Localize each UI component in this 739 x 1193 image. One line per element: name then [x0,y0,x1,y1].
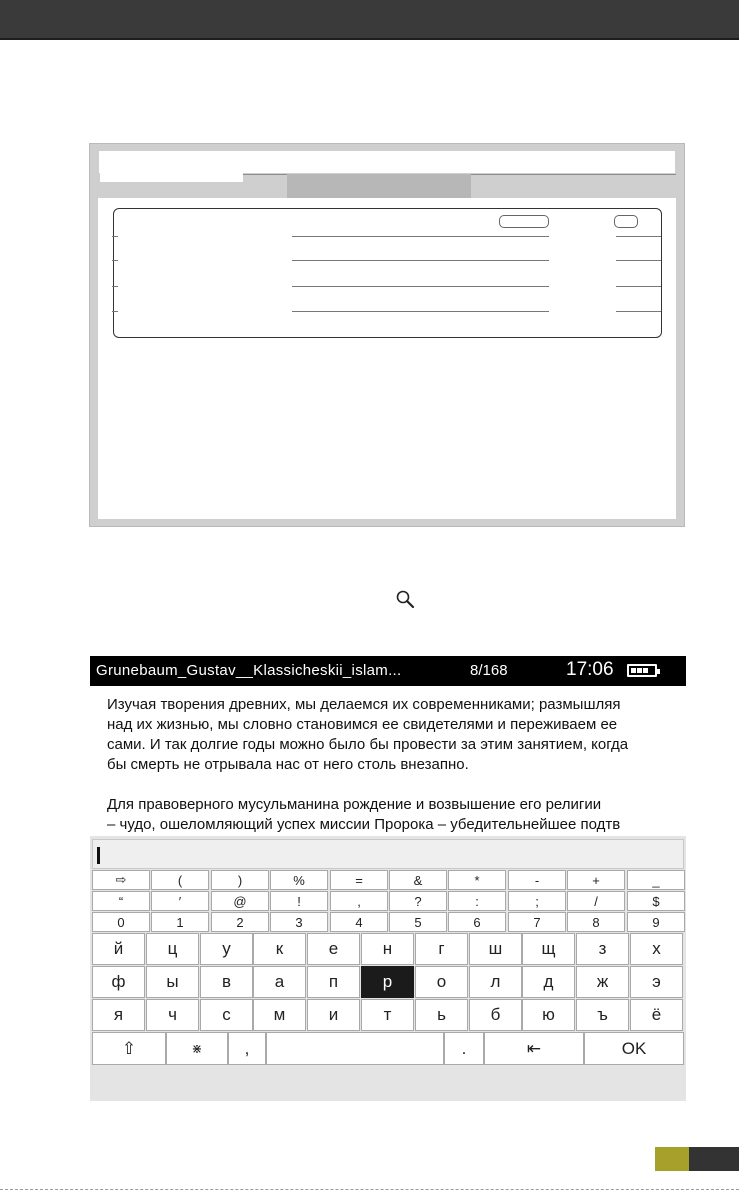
key-letter[interactable]: ю [522,999,575,1031]
period-key[interactable]: . [444,1032,484,1065]
space-key[interactable] [266,1032,444,1065]
key-symbols2[interactable]: ! [270,891,328,911]
key-letter[interactable]: у [200,933,253,965]
key-letter[interactable]: ф [92,966,145,998]
row-rule-end [616,260,661,261]
key-symbols2[interactable]: @ [211,891,269,911]
key-letter[interactable]: п [307,966,360,998]
row-rule-end [616,286,661,287]
on-screen-keyboard [90,656,686,1101]
key-letter[interactable]: в [200,966,253,998]
tab-active[interactable] [100,168,243,182]
row-rule [292,236,549,237]
text-line: бы смерть не отрывала нас от него столь внезапно. [107,756,469,773]
key-letter[interactable]: ш [469,933,522,965]
key-letter[interactable]: з [576,933,629,965]
key-letter[interactable]: т [361,999,414,1031]
row-rule [292,260,549,261]
key-symbols2[interactable]: ′ [151,891,209,911]
row-tick [112,311,118,312]
key-symbols2[interactable]: “ [92,891,150,911]
row-rule-end [616,236,661,237]
key-digits[interactable]: 5 [389,912,447,932]
settings-panel [113,208,662,338]
key-letter[interactable]: м [253,999,306,1031]
row-rule [292,286,549,287]
row-tick [112,286,118,287]
reader-search-screen [90,656,686,1101]
key-letter[interactable]: ж [576,966,629,998]
key-letter[interactable]: с [200,999,253,1031]
key-letter[interactable]: н [361,933,414,965]
key-symbols1[interactable]: - [508,870,566,890]
key-digits[interactable]: 6 [448,912,506,932]
key-symbols1[interactable]: % [270,870,328,890]
key-symbols1[interactable]: ( [151,870,209,890]
key-letter[interactable]: э [630,966,683,998]
panel-field-pill[interactable] [499,215,549,228]
book-title: Grunebaum_Gustav__Klassicheskii_islam... [96,662,402,679]
text-line: Изучая творения древних, мы делаемся их современниками; размышляя [107,696,621,713]
key-symbols2[interactable]: ; [508,891,566,911]
key-digits[interactable]: 4 [330,912,388,932]
key-letter[interactable]: и [307,999,360,1031]
key-symbols1[interactable]: _ [627,870,685,890]
key-letter[interactable]: р [361,966,414,998]
text-line: сами. И так долгие годы можно было бы провести за этим занятием, когда [107,736,629,753]
footer-dotted-rule [0,1189,739,1190]
key-symbols1[interactable]: * [448,870,506,890]
manual-header-bar [0,0,739,40]
row-rule-end [616,311,661,312]
key-symbols2[interactable]: , [330,891,388,911]
text-line: над их жизнью, мы словно становимся ее свидетелями и переживаем ее [107,716,618,733]
key-letter[interactable]: ь [415,999,468,1031]
panel-field-pill-small[interactable] [614,215,638,228]
key-symbols1[interactable]: ) [211,870,269,890]
ok-button[interactable]: OK [584,1032,684,1065]
key-digits[interactable]: 8 [567,912,625,932]
key-symbols2[interactable]: : [448,891,506,911]
key-symbols2[interactable]: ? [389,891,447,911]
row-rule [292,311,549,312]
clock: 17:06 [566,659,614,680]
footer-dark-block [689,1147,739,1171]
row-tick [112,236,118,237]
backspace-key[interactable]: ⇤ [484,1032,584,1065]
key-letter[interactable]: к [253,933,306,965]
key-letter[interactable]: б [469,999,522,1031]
key-letter[interactable]: я [92,999,145,1031]
text-line: – чудо, ошеломляющий успех миссии Пророка – убедительнейшее подтв [107,816,621,833]
key-digits[interactable]: 9 [627,912,685,932]
key-letter[interactable]: л [469,966,522,998]
key-letter[interactable]: ё [630,999,683,1031]
text-line: Для правоверного мусульманина рождение и возвышение его религии [107,796,602,813]
key-digits[interactable]: 7 [508,912,566,932]
key-symbols1[interactable]: + [567,870,625,890]
key-letter[interactable]: ч [146,999,199,1031]
key-letter[interactable]: г [415,933,468,965]
key-symbols1[interactable]: ⇨ [92,870,150,890]
key-letter[interactable]: д [522,966,575,998]
key-symbols2[interactable]: / [567,891,625,911]
shift-key[interactable]: ⇧ [92,1032,166,1065]
key-digits[interactable]: 0 [92,912,150,932]
symbol-toggle-key[interactable]: ⋇ [166,1032,228,1065]
key-digits[interactable]: 3 [270,912,328,932]
keyboard-bottom-margin [90,1066,686,1101]
key-letter[interactable]: ы [146,966,199,998]
key-letter[interactable]: й [92,933,145,965]
key-letter[interactable]: а [253,966,306,998]
key-letter[interactable]: о [415,966,468,998]
key-digits[interactable]: 1 [151,912,209,932]
search-icon[interactable] [393,588,419,614]
settings-screen-illustration [89,143,685,527]
key-symbols2[interactable]: $ [627,891,685,911]
row-tick [112,260,118,261]
key-symbols1[interactable]: = [330,870,388,890]
key-letter[interactable]: х [630,933,683,965]
key-symbols1[interactable]: & [389,870,447,890]
footer-accent-block [655,1147,689,1171]
page-indicator: 8/168 [470,662,508,679]
key-letter[interactable]: ц [146,933,199,965]
key-digits[interactable]: 2 [211,912,269,932]
key-letter[interactable]: ъ [576,999,629,1031]
key-letter[interactable]: щ [522,933,575,965]
key-letter[interactable]: е [307,933,360,965]
comma-key[interactable]: , [228,1032,266,1065]
